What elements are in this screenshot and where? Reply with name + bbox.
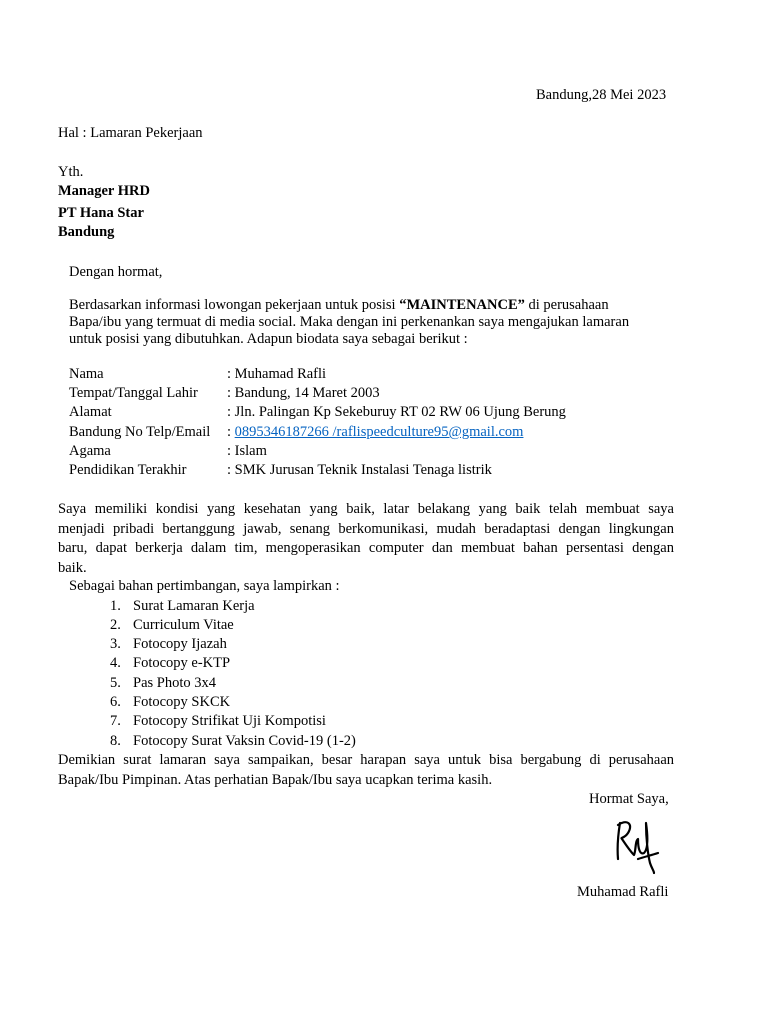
signer-name: Muhamad Rafli [577, 884, 669, 900]
list-text: Pas Photo 3x4 [133, 675, 216, 691]
biodata-row-name [69, 365, 326, 385]
list-text: Curriculum Vitae [133, 617, 234, 633]
list-text: Fotocopy e-KTP [133, 655, 231, 671]
list-item [110, 616, 234, 635]
biodata-row-address [69, 403, 566, 423]
list-number: 5. [110, 675, 121, 691]
recipient-greeting: Yth. [58, 164, 84, 180]
attachments-intro: Sebagai bahan pertimbangan, saya lampirkan : [69, 578, 340, 594]
biodata-value: : SMK Jurusan Teknik Instalasi Tenaga listrik [227, 462, 492, 478]
list-number: 2. [110, 617, 121, 633]
biodata-value: : Islam [227, 443, 267, 459]
position-name: “MAINTENANCE” [399, 297, 525, 313]
biodata-row-birth [69, 384, 380, 404]
list-text: Fotocopy Ijazah [133, 636, 227, 652]
self-description-line: Saya memiliki kondisi yang kesehatan yang baik, latar belakang yang baik telah membuat saya [58, 501, 674, 517]
closing-line: Demikian surat lamaran saya sampaikan, besar harapan saya untuk bisa bergabung di perusahaan [58, 752, 674, 768]
list-text: Fotocopy SKCK [133, 694, 231, 710]
intro-line-3: untuk posisi yang dibutuhkan. Adapun biodata saya sebagai berikut : [69, 331, 468, 347]
contact-link[interactable]: 0895346187266 /raflispeedculture95@gmail.com [234, 424, 524, 440]
self-description-line: baik. [58, 559, 87, 576]
list-item [110, 712, 326, 731]
self-description-line: baru, dapat berkerja dalam tim, mengoperasikan computer dan membuat bahan persentasi dengan [58, 540, 674, 556]
biodata-value: : Muhamad Rafli [227, 366, 327, 382]
list-item [110, 597, 255, 616]
closing-paragraph [58, 751, 674, 790]
list-item [110, 654, 230, 673]
closing-line: Bapak/Ibu Pimpinan. Atas perhatian Bapak/Ibu saya ucapkan terima kasih. [58, 771, 493, 788]
biodata-row-education [69, 461, 492, 481]
self-description-line: menjadi pribadi bertanggung jawab, senang berkomunikasi, mudah beradaptasi dengan lingkungan [58, 520, 674, 537]
biodata-value: : Bandung, 14 Maret 2003 [227, 385, 380, 401]
list-item [110, 732, 356, 751]
intro-text-after: di perusahaan [524, 297, 609, 313]
place-date: Bandung,28 Mei 2023 [536, 87, 667, 103]
signature-image [608, 815, 660, 875]
list-number: 4. [110, 655, 121, 671]
list-text: Fotocopy Surat Vaksin Covid-19 (1-2) [133, 733, 356, 749]
biodata-label: Tempat/Tanggal Lahir [69, 385, 198, 401]
biodata-row-religion [69, 442, 267, 462]
list-number: 6. [110, 694, 121, 710]
subject-line: Hal : Lamaran Pekerjaan [58, 125, 203, 141]
list-number: 8. [110, 733, 121, 749]
list-item [110, 635, 227, 654]
recipient-title: Manager HRD [58, 183, 150, 199]
list-text: Surat Lamaran Kerja [133, 598, 255, 614]
recipient-city: Bandung [58, 224, 115, 240]
list-number: 3. [110, 636, 121, 652]
biodata-label: Alamat [69, 404, 112, 420]
list-item [110, 693, 230, 712]
intro-line-2: Bapa/ibu yang termuat di media social. Maka dengan ini perkenankan saya mengajukan lamaran [69, 314, 630, 330]
list-number: 1. [110, 598, 121, 614]
salutation: Dengan hormat, [69, 264, 163, 280]
intro-text-before: Berdasarkan informasi lowongan pekerjaan untuk posisi [69, 297, 400, 313]
biodata-label: Bandung No Telp/Email [69, 424, 211, 440]
self-description [58, 500, 674, 578]
recipient-company: PT Hana Star [58, 205, 144, 221]
list-item [110, 674, 216, 693]
biodata-label: Nama [69, 366, 104, 382]
biodata-value: : [227, 424, 235, 440]
regards: Hormat Saya, [589, 791, 669, 807]
list-text: Fotocopy Strifikat Uji Kompotisi [133, 713, 326, 729]
biodata-label: Pendidikan Terakhir [69, 462, 187, 478]
biodata-row-contact [69, 423, 523, 443]
biodata-value: : Jln. Palingan Kp Sekeburuy RT 02 RW 06 Ujung Berung [227, 404, 566, 420]
list-number: 7. [110, 713, 121, 729]
biodata-label: Agama [69, 443, 111, 459]
